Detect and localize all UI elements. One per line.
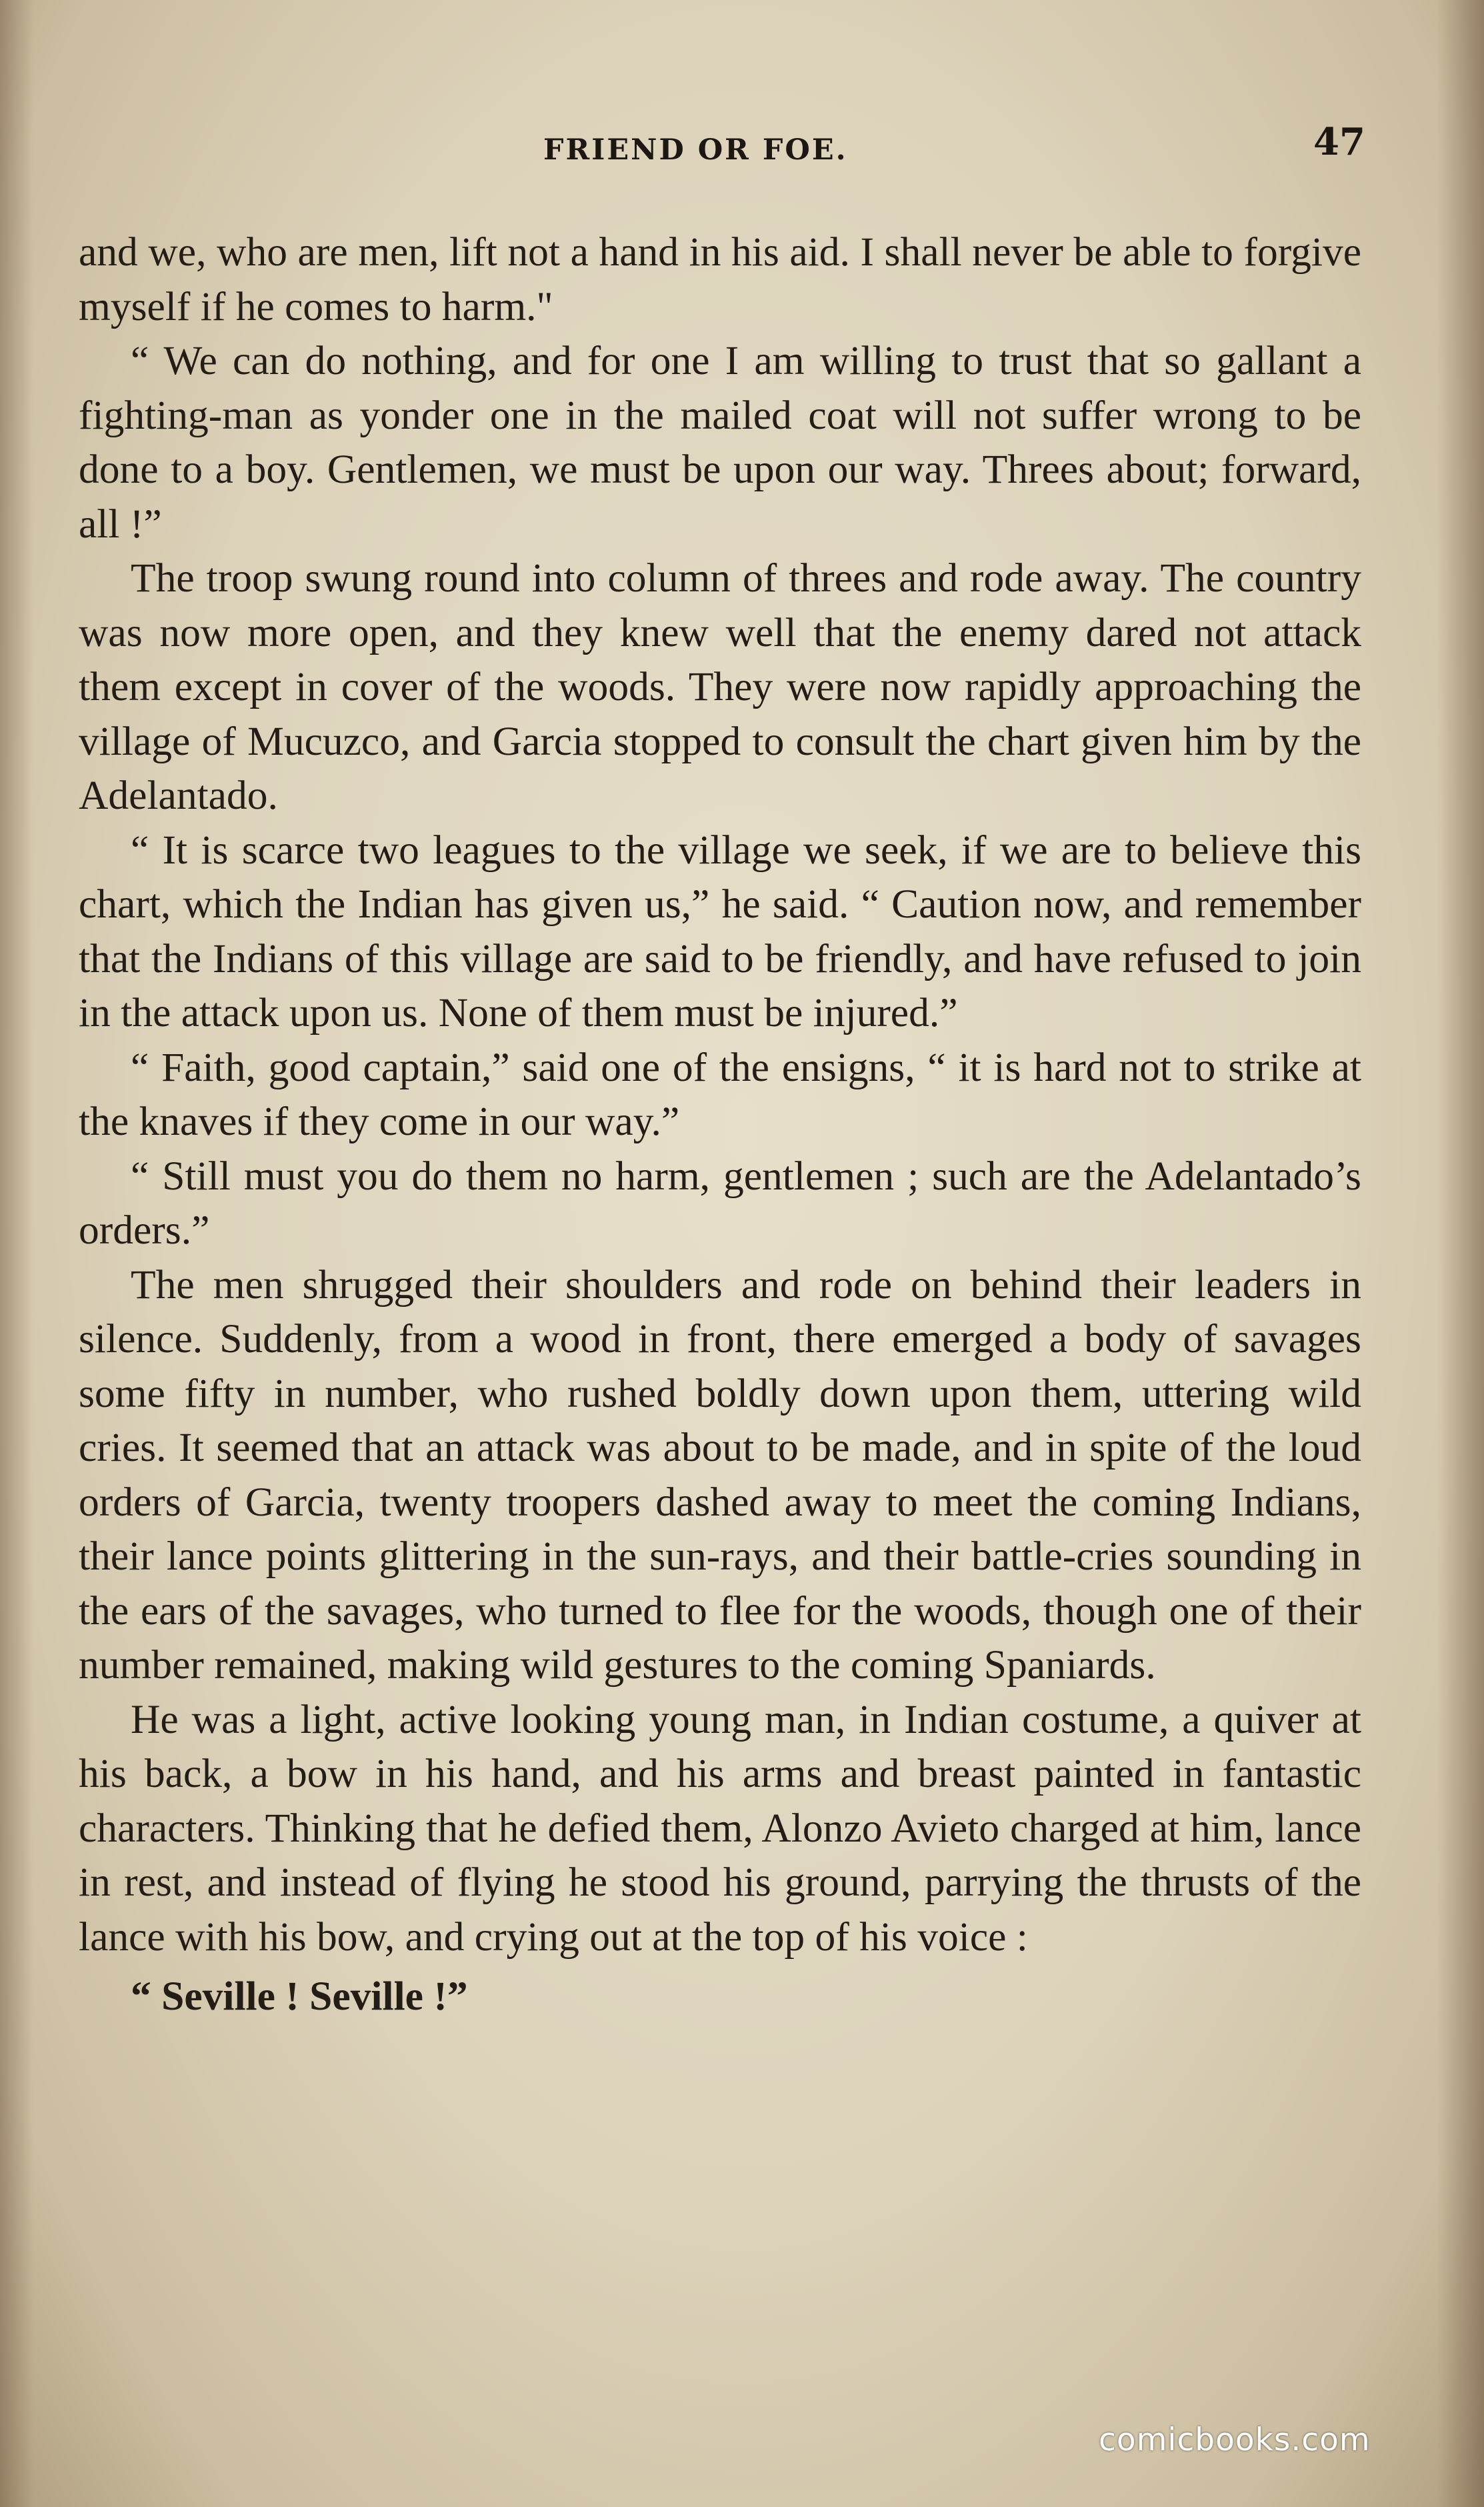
paragraph: “ Faith, good captain,” said one of the ensigns, “ it is hard not to strike at the knaves if they come in our way.” <box>79 1044 1361 1144</box>
exclamation-line: “ Seville ! Seville !” <box>131 1974 468 2019</box>
body-text <box>79 225 1361 2024</box>
paragraph: and we, who are men, lift not a hand in his aid. I shall never be able to forgive myself if he comes to harm." <box>79 229 1361 329</box>
paragraph: “ We can do nothing, and for one I am willing to trust that so gallant a fighting-man as yonder one in the mailed coat will not suffer wrong to be done to a boy. Gentlemen, we must be upon our way. Threes about; forward, all !” <box>79 338 1361 547</box>
paragraph: He was a light, active looking young man, in Indian costume, a quiver at his back, a bow in his hand, and his arms and breast painted in fantastic characters. Thinking that he defied them, Alonzo Avieto charged at him, lance in rest, and instead of flying he stood his ground, parrying the thrusts of the lance with his bow, and crying out at the top of his voice : <box>79 1696 1361 1960</box>
page-number: 47 <box>1313 120 1365 164</box>
paragraph: “ It is scarce two leagues to the village we seek, if we are to believe this chart, which the Indian has given us,” he said. “ Caution now, and remember that the Indians of this village are said to be friendly, and have refused to join in the attack upon us. None of them must be injured.” <box>79 827 1361 1035</box>
watermark: comicbooks.com <box>1099 2422 1371 2458</box>
paragraph: The troop swung round into column of threes and rode away. The country was now more open, and they knew well that the enemy dared not attack them except in cover of the woods. They were now rapidly approaching the village of Mucuzco, and Garcia stopped to consult the chart given him by the Adelantado. <box>79 555 1361 818</box>
paragraph: The men shrugged their shoulders and rode on behind their leaders in silence. Suddenly, from a wood in front, there emerged a body of savages some fifty in number, who rushed boldly down upon them, uttering wild cries. It seemed that an attack was about to be made, and in spite of the loud orders of Garcia, twenty troopers dashed away to meet the coming Indians, their lance points glittering in the sun-rays, and their battle-cries sounding in the ears of the savages, who turned to flee for the woods, though one of their number remained, making wild gestures to the coming Spaniards. <box>79 1262 1361 1688</box>
page-shadow-left <box>0 0 33 2507</box>
page-shadow-right <box>1437 0 1484 2507</box>
paragraph: “ Still must you do them no harm, gentlemen ; such are the Adelantado’s orders.” <box>79 1153 1361 1253</box>
running-head: FRIEND OR FOE. <box>543 133 848 167</box>
